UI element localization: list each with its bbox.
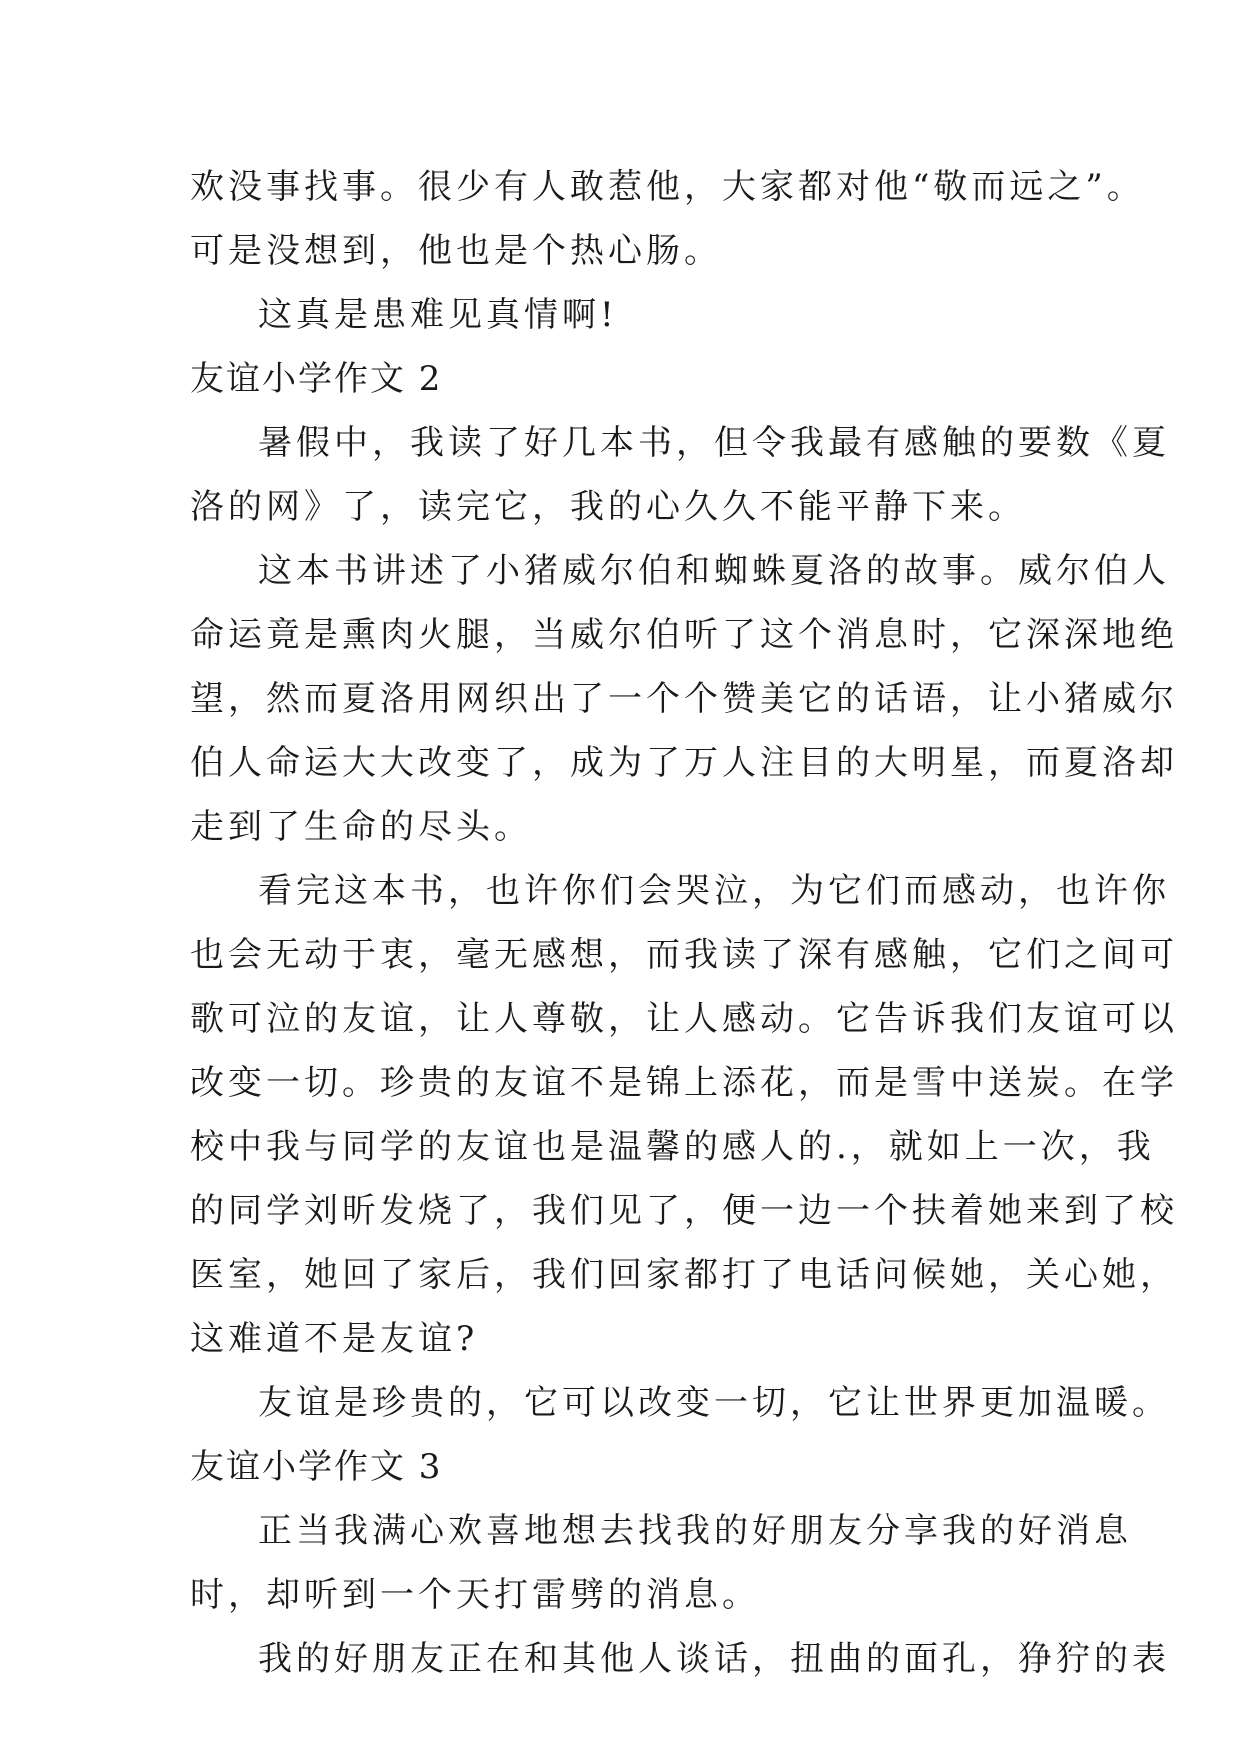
- text-line: 的同学刘昕发烧了，我们见了，便一边一个扶着她来到了校: [190, 1191, 1178, 1231]
- text-line: 也会无动于衷，毫无感想，而我读了深有感触，它们之间可: [190, 935, 1178, 975]
- text-line: 可是没想到，他也是个热心肠。: [190, 231, 722, 271]
- text-line: 走到了生命的尽头。: [190, 807, 532, 847]
- text-line: 校中我与同学的友谊也是温馨的感人的.，就如上一次，我: [190, 1127, 1155, 1167]
- text-line: 这难道不是友谊?: [190, 1319, 479, 1359]
- text-line: 正当我满心欢喜地想去找我的好朋友分享我的好消息: [258, 1511, 1132, 1551]
- text-line: 我的好朋友正在和其他人谈话，扭曲的面孔，狰狞的表: [258, 1639, 1170, 1679]
- section-heading: 友谊小学作文 2: [190, 359, 443, 399]
- text-line: 友谊是珍贵的，它可以改变一切，它让世界更加温暖。: [258, 1383, 1170, 1423]
- text-line: 改变一切。珍贵的友谊不是锦上添花，而是雪中送炭。在学: [190, 1063, 1178, 1103]
- text-line: 这本书讲述了小猪威尔伯和蜘蛛夏洛的故事。威尔伯人: [258, 551, 1170, 591]
- section-heading: 友谊小学作文 3: [190, 1447, 443, 1487]
- text-line: 这真是患难见真情啊!: [258, 295, 618, 335]
- text-line: 时，却听到一个天打雷劈的消息。: [190, 1575, 760, 1615]
- text-line: 命运竟是熏肉火腿，当威尔伯听了这个消息时，它深深地绝: [190, 615, 1178, 655]
- text-line: 望，然而夏洛用网织出了一个个赞美它的话语，让小猪威尔: [190, 679, 1178, 719]
- text-line: 洛的网》了，读完它，我的心久久不能平静下来。: [190, 487, 1026, 527]
- text-line: 看完这本书，也许你们会哭泣，为它们而感动，也许你: [258, 871, 1170, 911]
- text-line: 欢没事找事。很少有人敢惹他，大家都对他“敬而远之”。: [190, 167, 1145, 207]
- text-line: 医室，她回了家后，我们回家都打了电话问候她，关心她，: [190, 1255, 1178, 1295]
- document-page: [190, 155, 1178, 1691]
- text-line: 伯人命运大大改变了，成为了万人注目的大明星，而夏洛却: [190, 743, 1178, 783]
- text-line: 暑假中，我读了好几本书，但令我最有感触的要数《夏: [258, 423, 1170, 463]
- text-line: 歌可泣的友谊，让人尊敬，让人感动。它告诉我们友谊可以: [190, 999, 1178, 1039]
